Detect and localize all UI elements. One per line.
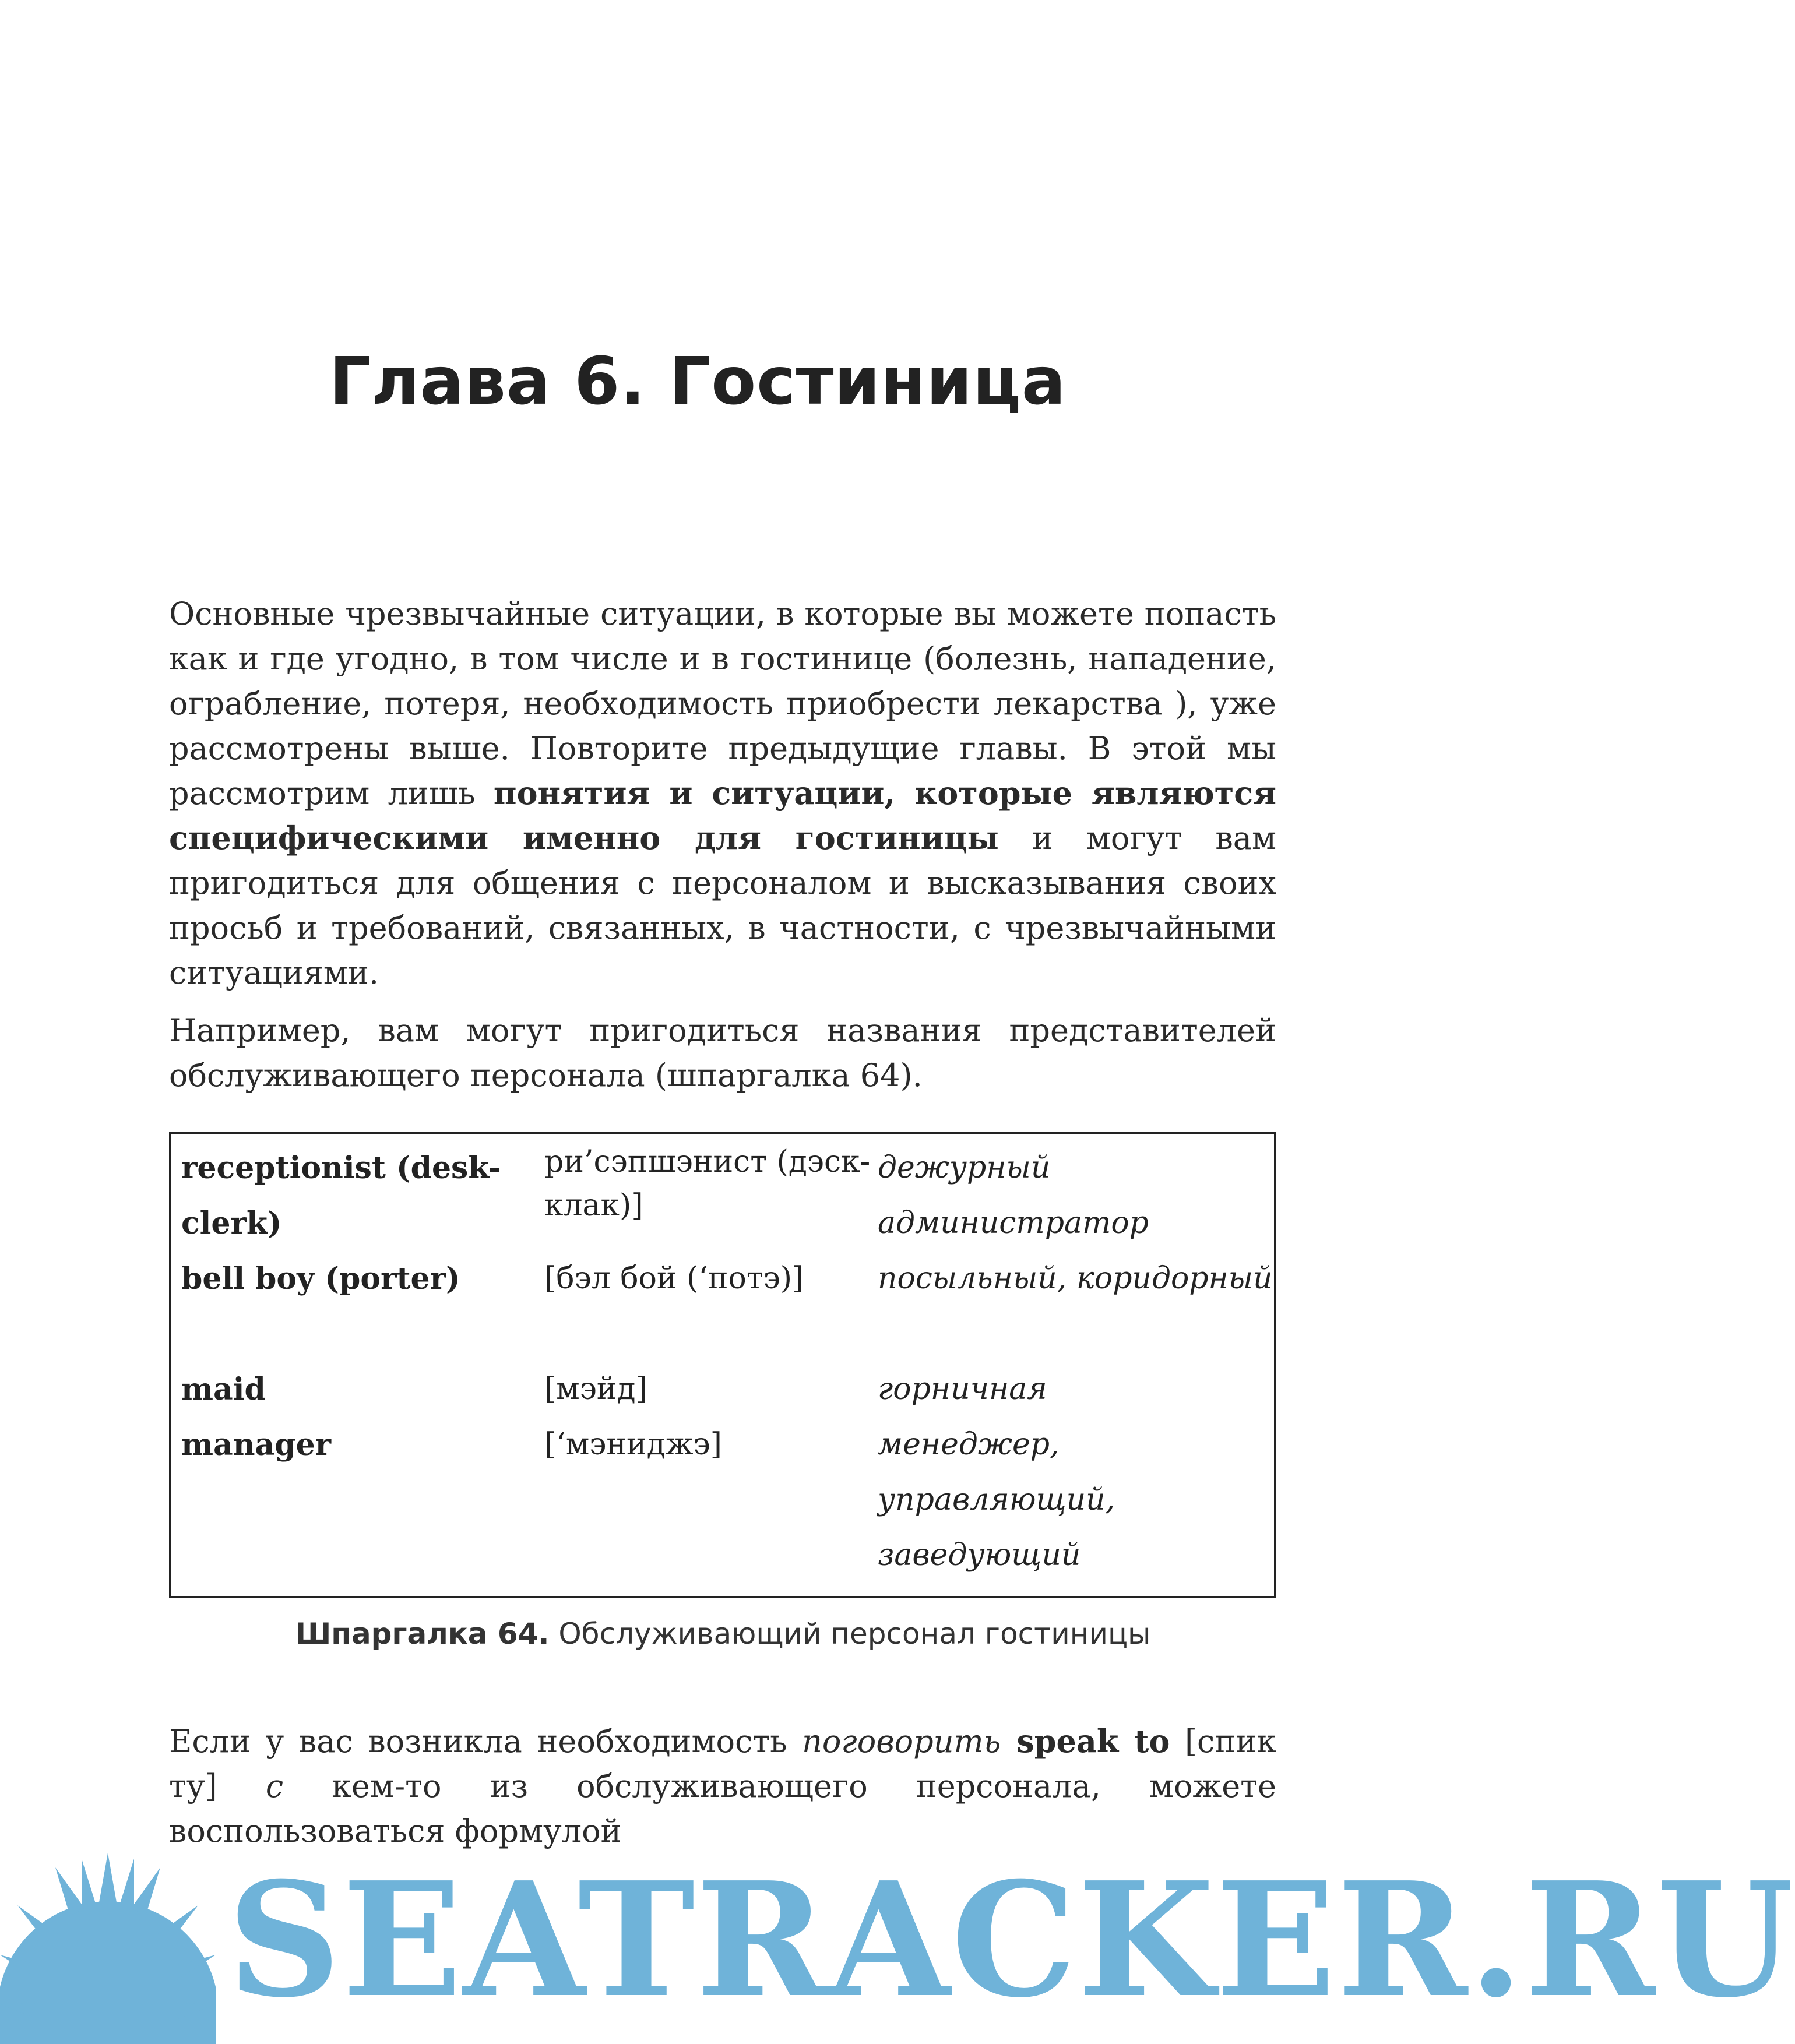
caption-label: Шпаргалка 64. <box>295 1617 550 1651</box>
outro-paragraph <box>169 1719 1276 1853</box>
outro-italic-preposition: с <box>265 1768 284 1805</box>
table-caption <box>0 1617 1446 1651</box>
intro-text-b: и могут вам пригодиться для общения с персоналом и высказывания своих просьб и требований, связанных, в частности, с чрезвычайными ситуациями. <box>169 820 1276 991</box>
term-russian: дежурный администратор <box>878 1150 1149 1241</box>
intro-paragraph <box>169 591 1276 995</box>
term-russian: посыльный, коридорный <box>878 1261 1273 1296</box>
term-transcription: [мэйд] <box>544 1372 647 1407</box>
outro-italic-verb: поговорить <box>802 1723 1001 1760</box>
term-english: maid <box>181 1372 266 1407</box>
term-transcription: [бэл бой (‘потэ)] <box>544 1261 804 1296</box>
example-paragraph: Например, вам могут пригодиться названия представителей обслуживающего персонала (шпаргалка 64). <box>169 1012 1276 1094</box>
intro-bold-text: понятия и ситуации, которые являются специфическими именно для гостиницы <box>169 774 1276 857</box>
term-english: manager <box>181 1427 332 1462</box>
term-english: bell boy (porter) <box>181 1261 460 1296</box>
term-russian: горничная <box>878 1372 1047 1407</box>
term-transcription: [‘мэниджэ] <box>544 1427 722 1462</box>
cheat-sheet-table <box>169 1132 1276 1598</box>
caption-text: Обслуживающий персонал гостиницы <box>549 1617 1151 1651</box>
term-transcription: ри’сэпшэнист (дэск-клак)] <box>544 1144 871 1223</box>
watermark-text: SEATRACKER.RU <box>227 1847 1795 2032</box>
intro-text-a: Основные чрезвычайные ситуации, в которые вы можете попасть как и где угодно, в том числе и в гостинице (болезнь, нападение, ограбление, потеря, необходимость приобрести лекарства ), уже рассмотрены выше. Повторите предыдущие главы. В этой мы рассмотрим лишь <box>169 595 1276 812</box>
term-english: receptionist (desk-clerk) <box>181 1150 501 1241</box>
chapter-title: Глава 6. Гостиница <box>329 344 1067 420</box>
outro-text-c: кем-то из обслуживающего персонала, можете воспользоваться формулой <box>169 1768 1276 1849</box>
outro-text-a: Если у вас возникла необходимость <box>169 1723 803 1760</box>
term-russian: менеджер, управляющий, заведующий <box>878 1427 1115 1573</box>
outro-bold-phrase: speak to <box>1001 1722 1170 1760</box>
outro-text-b: [спик ту] <box>169 1723 1276 1805</box>
